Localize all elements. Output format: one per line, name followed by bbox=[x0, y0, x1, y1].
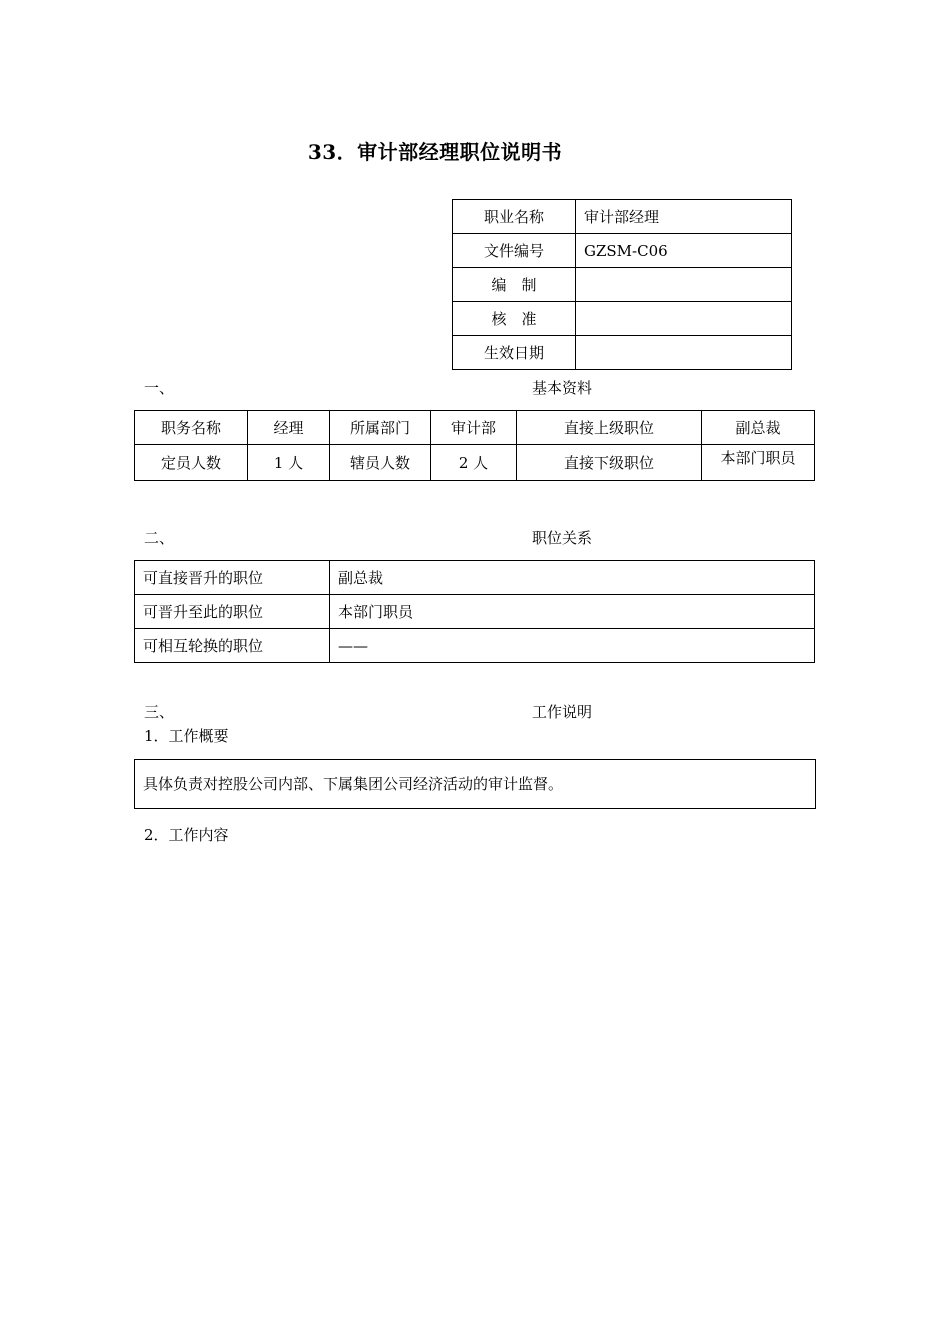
relation-value: —— bbox=[330, 629, 815, 663]
doc-info-row bbox=[453, 268, 792, 302]
doc-info-label: 生效日期 bbox=[453, 336, 576, 370]
document-info-table bbox=[452, 199, 792, 370]
doc-info-row bbox=[453, 336, 792, 370]
basic-cell: 辖员人数 bbox=[330, 445, 431, 481]
section1-number: 一、 bbox=[144, 379, 175, 397]
relation-value: 本部门职员 bbox=[330, 595, 815, 629]
work-content-heading: 2．工作内容 bbox=[144, 826, 229, 844]
basic-cell: 直接上级职位 bbox=[517, 411, 702, 445]
section2-title: 职位关系 bbox=[532, 529, 593, 547]
doc-info-row bbox=[453, 234, 792, 268]
relation-row bbox=[135, 595, 815, 629]
relation-label: 可晋升至此的职位 bbox=[135, 595, 330, 629]
section1-title: 基本资料 bbox=[532, 379, 593, 397]
basic-cell: 职务名称 bbox=[135, 411, 248, 445]
position-relation-table bbox=[134, 560, 815, 663]
basic-info-table bbox=[134, 410, 815, 481]
basic-cell: 经理 bbox=[248, 411, 330, 445]
basic-cell: 本部门职员 bbox=[702, 445, 815, 481]
doc-info-value: GZSM-C06 bbox=[576, 234, 792, 268]
section2-number: 二、 bbox=[144, 529, 175, 547]
work-overview-box: 具体负责对控股公司内部、下属集团公司经济活动的审计监督。 bbox=[134, 759, 816, 809]
basic-cell: 定员人数 bbox=[135, 445, 248, 481]
relation-label: 可相互轮换的职位 bbox=[135, 629, 330, 663]
relation-label: 可直接晋升的职位 bbox=[135, 561, 330, 595]
doc-info-row bbox=[453, 302, 792, 336]
doc-info-value bbox=[576, 336, 792, 370]
doc-info-label: 编 制 bbox=[453, 268, 576, 302]
relation-row bbox=[135, 629, 815, 663]
relation-row bbox=[135, 561, 815, 595]
basic-info-row bbox=[135, 445, 815, 481]
basic-cell: 所属部门 bbox=[330, 411, 431, 445]
section3-number: 三、 bbox=[144, 703, 175, 721]
basic-cell: 直接下级职位 bbox=[517, 445, 702, 481]
doc-info-value bbox=[576, 302, 792, 336]
relation-value: 副总裁 bbox=[330, 561, 815, 595]
work-overview-heading: 1．工作概要 bbox=[144, 727, 229, 745]
basic-cell: 1 人 bbox=[248, 445, 330, 481]
doc-info-label: 核 准 bbox=[453, 302, 576, 336]
section3-title: 工作说明 bbox=[532, 703, 593, 721]
doc-info-value: 审计部经理 bbox=[576, 200, 792, 234]
basic-info-row bbox=[135, 411, 815, 445]
doc-info-row bbox=[453, 200, 792, 234]
doc-info-label: 文件编号 bbox=[453, 234, 576, 268]
doc-info-label: 职业名称 bbox=[453, 200, 576, 234]
basic-cell: 副总裁 bbox=[702, 411, 815, 445]
basic-cell: 审计部 bbox=[431, 411, 517, 445]
basic-cell: 2 人 bbox=[431, 445, 517, 481]
doc-info-value bbox=[576, 268, 792, 302]
page-title: 33．审计部经理职位说明书 bbox=[307, 140, 563, 164]
